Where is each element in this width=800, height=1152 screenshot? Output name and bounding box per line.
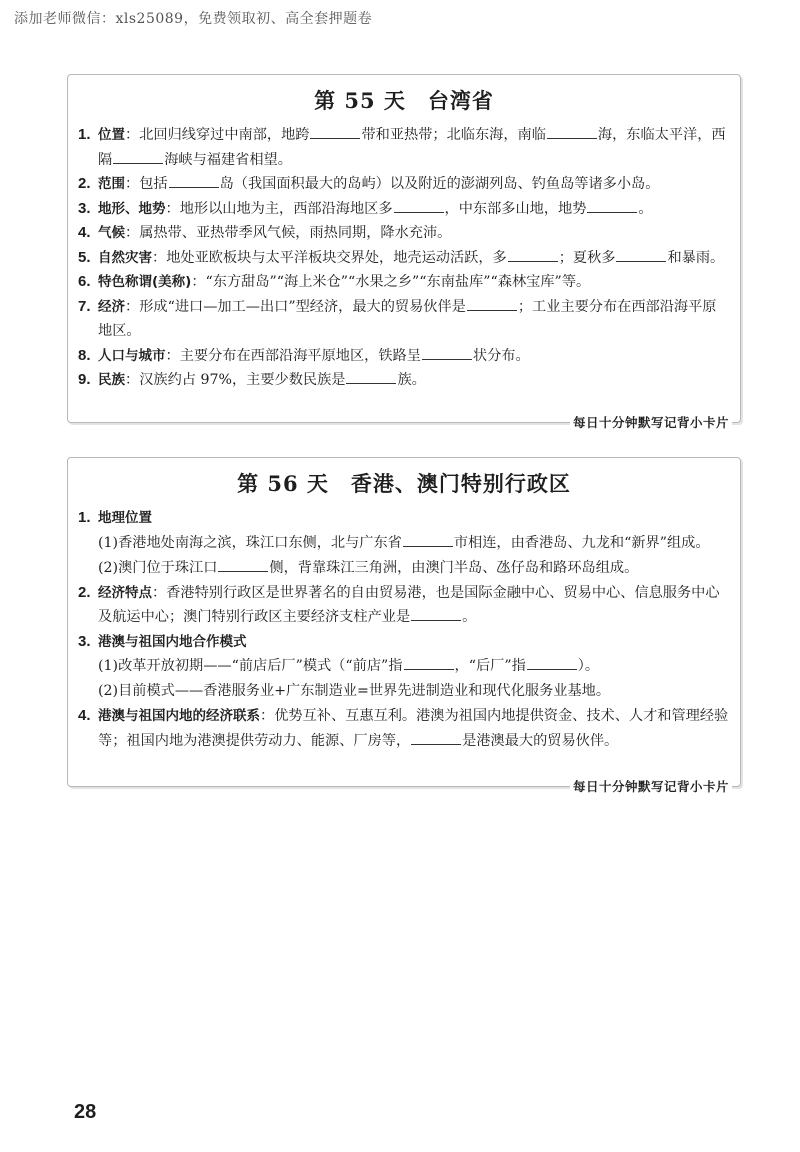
item-text: ）。 (577, 658, 600, 674)
fill-blank[interactable] (346, 369, 396, 384)
item-number: 5. (78, 248, 91, 266)
item-number: 7. (78, 297, 91, 315)
fill-blank[interactable] (394, 198, 444, 213)
item-number: 9. (78, 371, 91, 388)
page-number: 28 (74, 1101, 97, 1123)
fill-blank[interactable] (169, 173, 219, 188)
item-text: 。 (462, 609, 477, 625)
item-number: 2. (78, 175, 91, 192)
item-text: ：汉族约占 97%，主要少数民族是 (125, 372, 346, 388)
item-number: 4. (78, 707, 91, 724)
item-label: 位置 (98, 127, 125, 143)
card-title: 第 55 天 台湾省 (314, 88, 494, 113)
fill-blank[interactable] (422, 345, 472, 360)
item-label: 民族 (98, 372, 125, 388)
fill-blank[interactable] (218, 557, 268, 572)
item-text: ，中东部多山地，地势 (444, 200, 587, 217)
item-text: 岛（我国面积最大的岛屿）以及附近的澎湖列岛、钓鱼岛等诸多小岛。 (219, 176, 660, 192)
fill-blank[interactable] (467, 296, 517, 311)
item-text: ：包括 (125, 176, 168, 192)
fill-blank[interactable] (411, 606, 461, 621)
item-text: 带和亚热带；北临东海，南临 (361, 127, 546, 143)
item-text: 海峡与福建省相望。 (164, 151, 292, 168)
item-text: 。 (638, 200, 653, 217)
card-footer-tag: 每日十分钟默写记背小卡片 (570, 777, 732, 795)
item-label: 气候 (98, 225, 125, 241)
list-item (78, 123, 730, 172)
item-text: (2)澳门位于珠江口 (98, 559, 218, 576)
item-text: ；工业主要分布在西部沿海平原地区。 (98, 298, 717, 339)
item-label: 地理位置 (98, 510, 152, 526)
list-item (78, 344, 730, 369)
item-text: 和暴雨。 (667, 249, 725, 266)
item-text: 状分布。 (472, 347, 530, 364)
list-item (78, 368, 730, 393)
item-number: 1. (78, 509, 91, 526)
item-text: ：形成“进口—加工—出口”型经济，最大的贸易伙伴是 (125, 298, 466, 315)
item-label: 经济特点 (98, 584, 152, 601)
item-label: 地形、地势 (98, 200, 166, 217)
item-text: (1)改革开放初期——“前店后厂”模式（“前店”指 (98, 658, 403, 674)
item-text: 海，东临太平洋，西隔 (98, 127, 726, 168)
item-number: 3. (78, 632, 91, 650)
fill-blank[interactable] (403, 532, 453, 547)
item-text: 是港澳最大的贸易伙伴。 (462, 732, 619, 749)
item-label: 特色称谓(美称) (98, 274, 192, 290)
item-text: 侧，背靠珠江三角洲，由澳门半岛、氹仔岛和路环岛组成。 (269, 559, 639, 576)
item-text: ；夏秋多 (558, 249, 616, 266)
list-item (78, 270, 730, 295)
item-text: 族。 (397, 372, 426, 388)
fill-blank[interactable] (113, 149, 163, 164)
card-footer-tag: 每日十分钟默写记背小卡片 (570, 413, 732, 431)
item-number: 6. (78, 273, 91, 290)
item-text: ，“后厂”指 (454, 658, 526, 674)
sub-item (78, 556, 730, 581)
list-item (78, 197, 730, 222)
fill-blank[interactable] (587, 198, 637, 213)
item-label: 港澳与祖国内地合作模式 (98, 633, 247, 650)
card-day-55 (67, 74, 741, 430)
list-item (78, 172, 730, 197)
item-label: 人口与城市 (98, 347, 166, 364)
sub-item (78, 531, 730, 556)
item-text: (1)香港地处南海之滨，珠江口东侧，北与广东省 (98, 534, 402, 551)
list-item (78, 246, 730, 271)
sub-item (78, 654, 730, 679)
fill-blank[interactable] (508, 247, 558, 262)
list-item (78, 704, 730, 753)
item-text: ：主要分布在西部沿海平原地区，铁路呈 (165, 347, 421, 364)
fill-blank[interactable] (310, 124, 360, 139)
list-item (78, 221, 730, 246)
item-label: 范围 (98, 176, 125, 192)
fill-blank[interactable] (411, 730, 461, 745)
sub-item (78, 679, 730, 704)
item-number: 8. (78, 346, 91, 364)
fill-blank[interactable] (527, 655, 577, 670)
fill-blank[interactable] (404, 655, 454, 670)
list-item (78, 630, 730, 655)
card-day-56 (67, 457, 741, 794)
item-number: 2. (78, 583, 91, 601)
item-label: 自然灾害 (98, 249, 152, 266)
item-text: ：地处亚欧板块与太平洋板块交界处，地壳运动活跃，多 (152, 249, 507, 266)
watermark-text: 添加老师微信：xls25089，免费领取初、高全套押题卷 (14, 11, 373, 27)
item-text: 市相连，由香港岛、九龙和“新界”组成。 (453, 534, 710, 551)
item-text: ：优势互补、互惠互利。港澳为祖国内地提供资金、技术、人才和管理经验等；祖国内地为港澳提供劳动力、能源、厂房等， (98, 708, 729, 749)
item-label: 港澳与祖国内地的经济联系 (98, 708, 260, 724)
item-number: 4. (78, 224, 91, 241)
list-item (78, 581, 730, 630)
fill-blank[interactable] (616, 247, 666, 262)
item-text: ：“东方甜岛”“海上米仓”“水果之乡”“东南盐库”“森林宝库”等。 (191, 274, 591, 290)
fill-blank[interactable] (547, 124, 597, 139)
item-text: ：北回归线穿过中南部，地跨 (125, 127, 310, 143)
item-text: ：香港特别行政区是世界著名的自由贸易港，也是国际金融中心、贸易中心、信息服务中心及航运中心；澳门特别行政区主要经济支柱产业是 (98, 584, 720, 625)
card-title: 第 56 天 香港、澳门特别行政区 (237, 471, 571, 496)
item-text: (2)目前模式——香港服务业+广东制造业=世界先进制造业和现代化服务业基地。 (98, 683, 611, 699)
list-item (78, 506, 730, 531)
list-item (78, 295, 730, 344)
item-text: ：地形以山地为主，西部沿海地区多 (165, 200, 393, 217)
item-text: ：属热带、亚热带季风气候，雨热同期，降水充沛。 (125, 225, 452, 241)
item-label: 经济 (98, 298, 125, 315)
item-number: 3. (78, 199, 91, 217)
item-number: 1. (78, 126, 91, 143)
